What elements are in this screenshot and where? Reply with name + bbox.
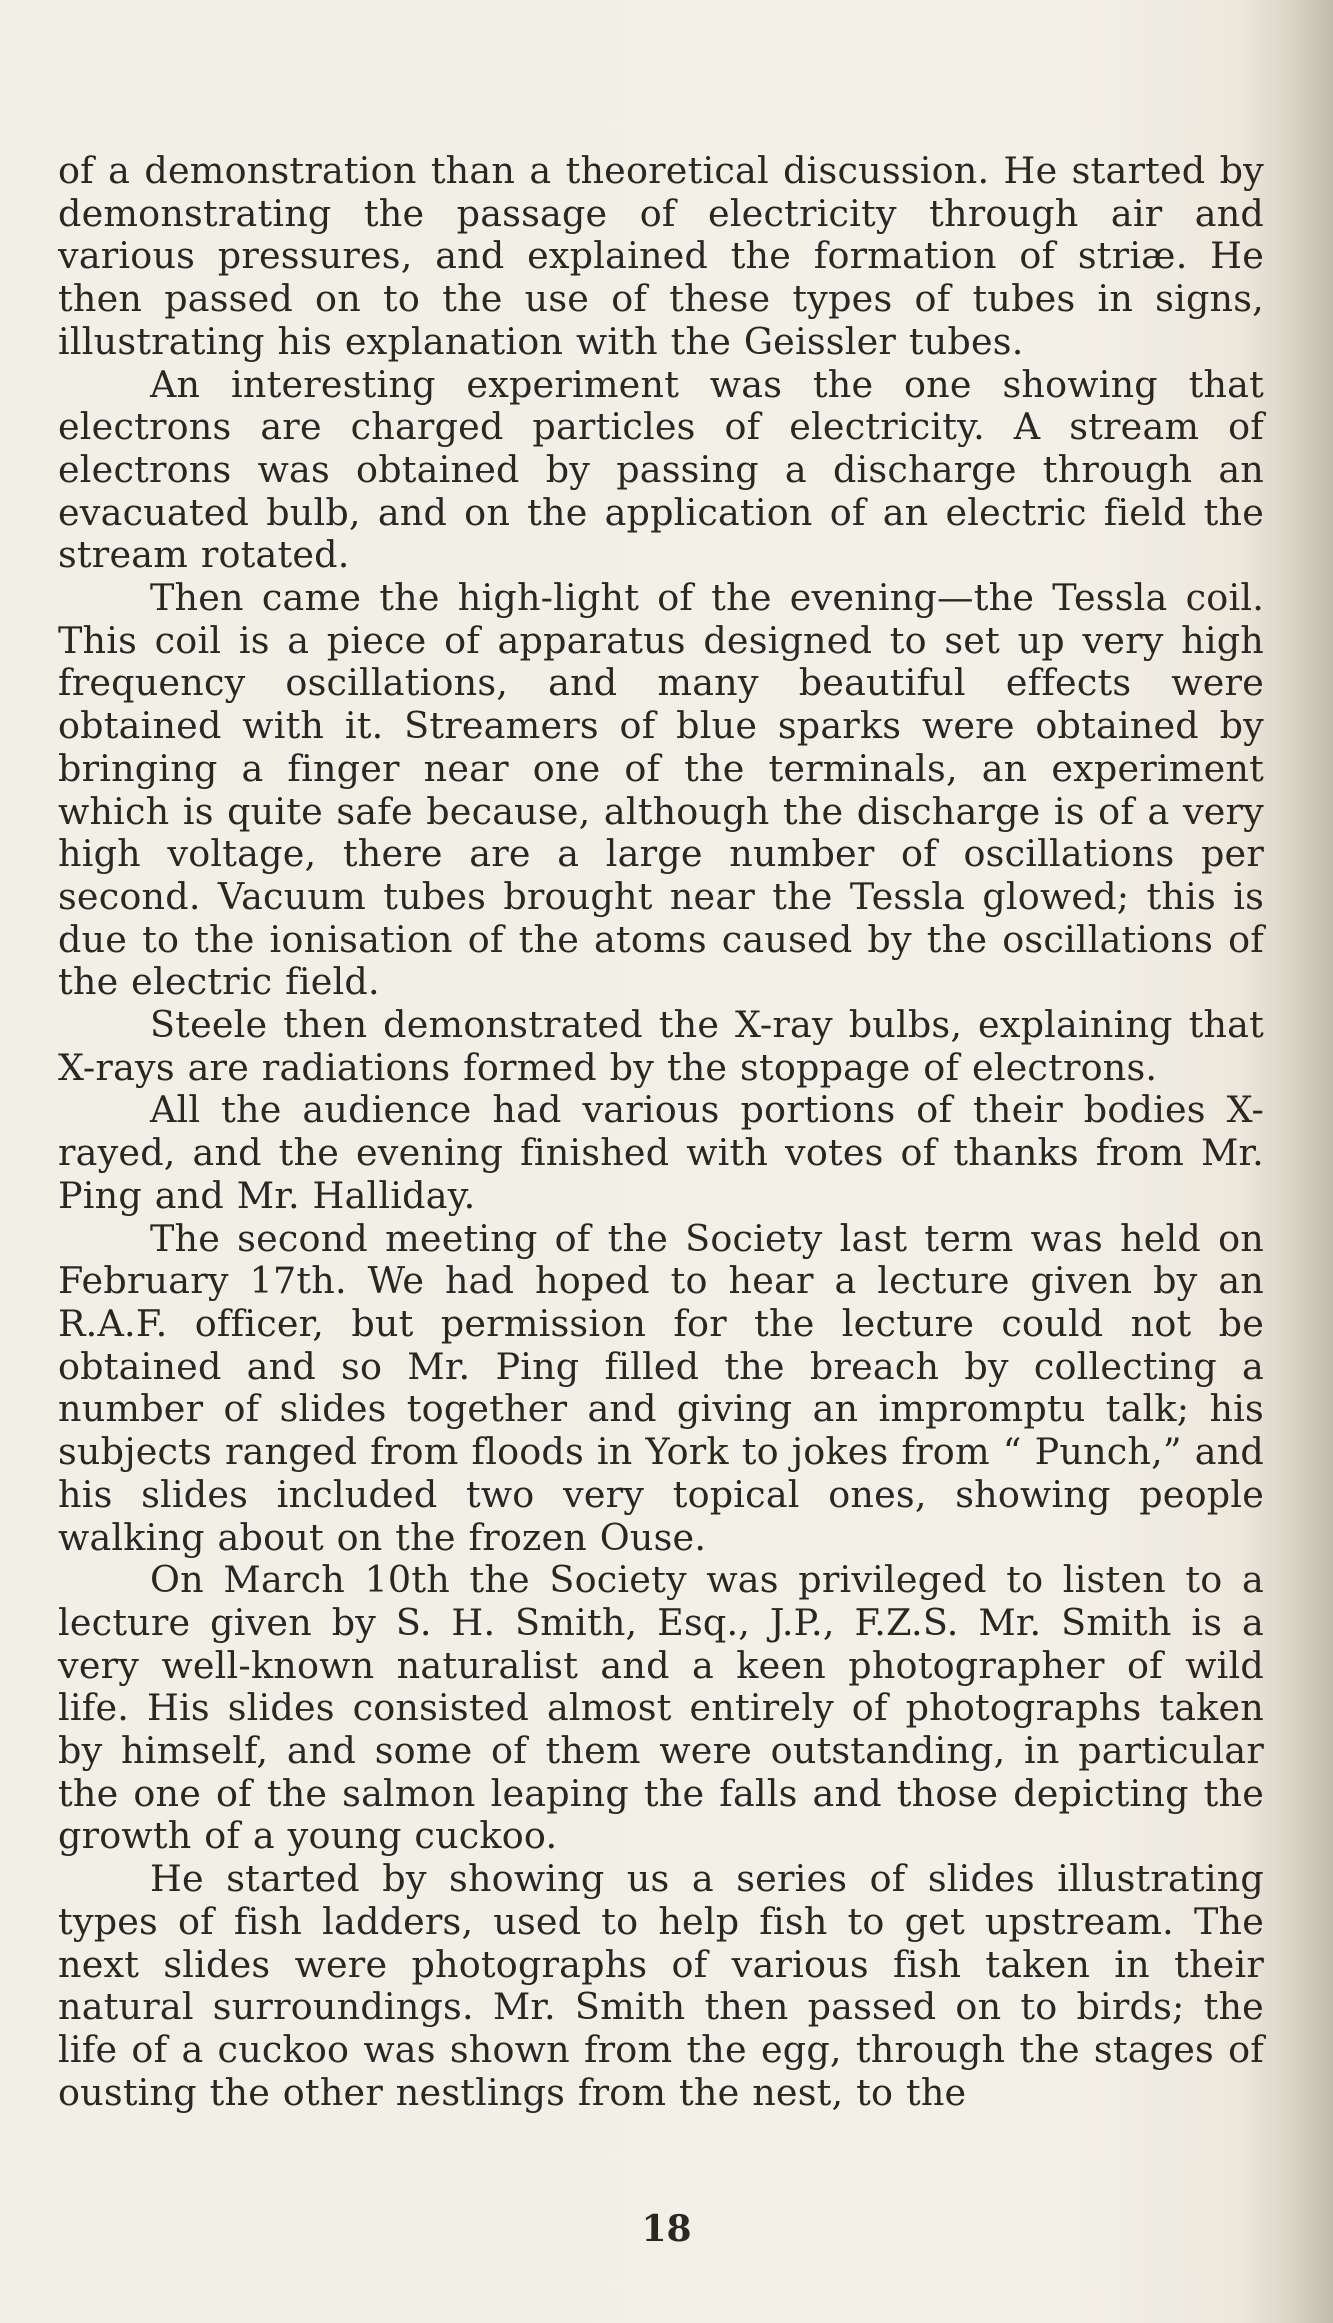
paragraph: of a demonstration than a theoretical discussion. He started by demonstrating the passage of electricity through air and various pressures, and explained the formation of striæ. He then passed on to the use of these types of tubes in signs, illustrating his explanation with the Geissler tubes. <box>58 149 1264 363</box>
page-number: 18 <box>641 2208 692 2250</box>
paragraph: Steele then demonstrated the X-ray bulbs, explaining that X-rays are radiations formed by the stoppage of electrons. <box>58 1003 1264 1089</box>
paragraph: On March 10th the Society was privileged to listen to a lecture given by S. H. Smith, Esq., J.P., F.Z.S. Mr. Smith is a very well-known naturalist and a keen photographer of wild life. His slides consisted almost entirely of photographs taken by himself, and some of them were outstanding, in particular the one of the salmon leaping the falls and those depicting the growth of a young cuckoo. <box>58 1558 1264 1858</box>
paragraph: He started by showing us a series of slides illustrating types of fish ladders, used to help fish to get upstream. The next slides were photographs of various fish taken in their natural surroundings. Mr. Smith then passed on to birds; the life of a cuckoo was shown from the egg, through the stages of ousting the other nestlings from the nest, to the <box>58 1857 1264 2114</box>
paragraph: Then came the high-light of the evening—the Tessla coil. This coil is a piece of apparatus designed to set up very high frequency oscillations, and many beautiful effects were obtained with it. Streamers of blue sparks were obtained by bringing a finger near one of the terminals, an experiment which is quite safe because, although the discharge is of a very high voltage, there are a large number of oscillations per second. Vacuum tubes brought near the Tessla glowed; this is due to the ionisation of the atoms caused by the oscillations of the electric field. <box>58 576 1264 1004</box>
paragraph: All the audience had various portions of their bodies X-rayed, and the evening finished with votes of thanks from Mr. Ping and Mr. Halliday. <box>58 1088 1264 1217</box>
paragraph: An interesting experiment was the one showing that electrons are charged particles of electricity. A stream of electrons was obtained by passing a discharge through an evacuated bulb, and on the application of an electric field the stream rotated. <box>58 362 1264 577</box>
paragraph: The second meeting of the Society last term was held on February 17th. We had hoped to hear a lecture given by an R.A.F. officer, but permission for the lecture could not be obtained and so Mr. Ping filled the breach by collecting a number of slides together and giving an impromptu talk; his subjects ranged from floods in York to jokes from “ Punch,” and his slides included two very topical ones, showing people walking about on the frozen Ouse. <box>58 1216 1264 1559</box>
body-text <box>58 150 1264 2114</box>
